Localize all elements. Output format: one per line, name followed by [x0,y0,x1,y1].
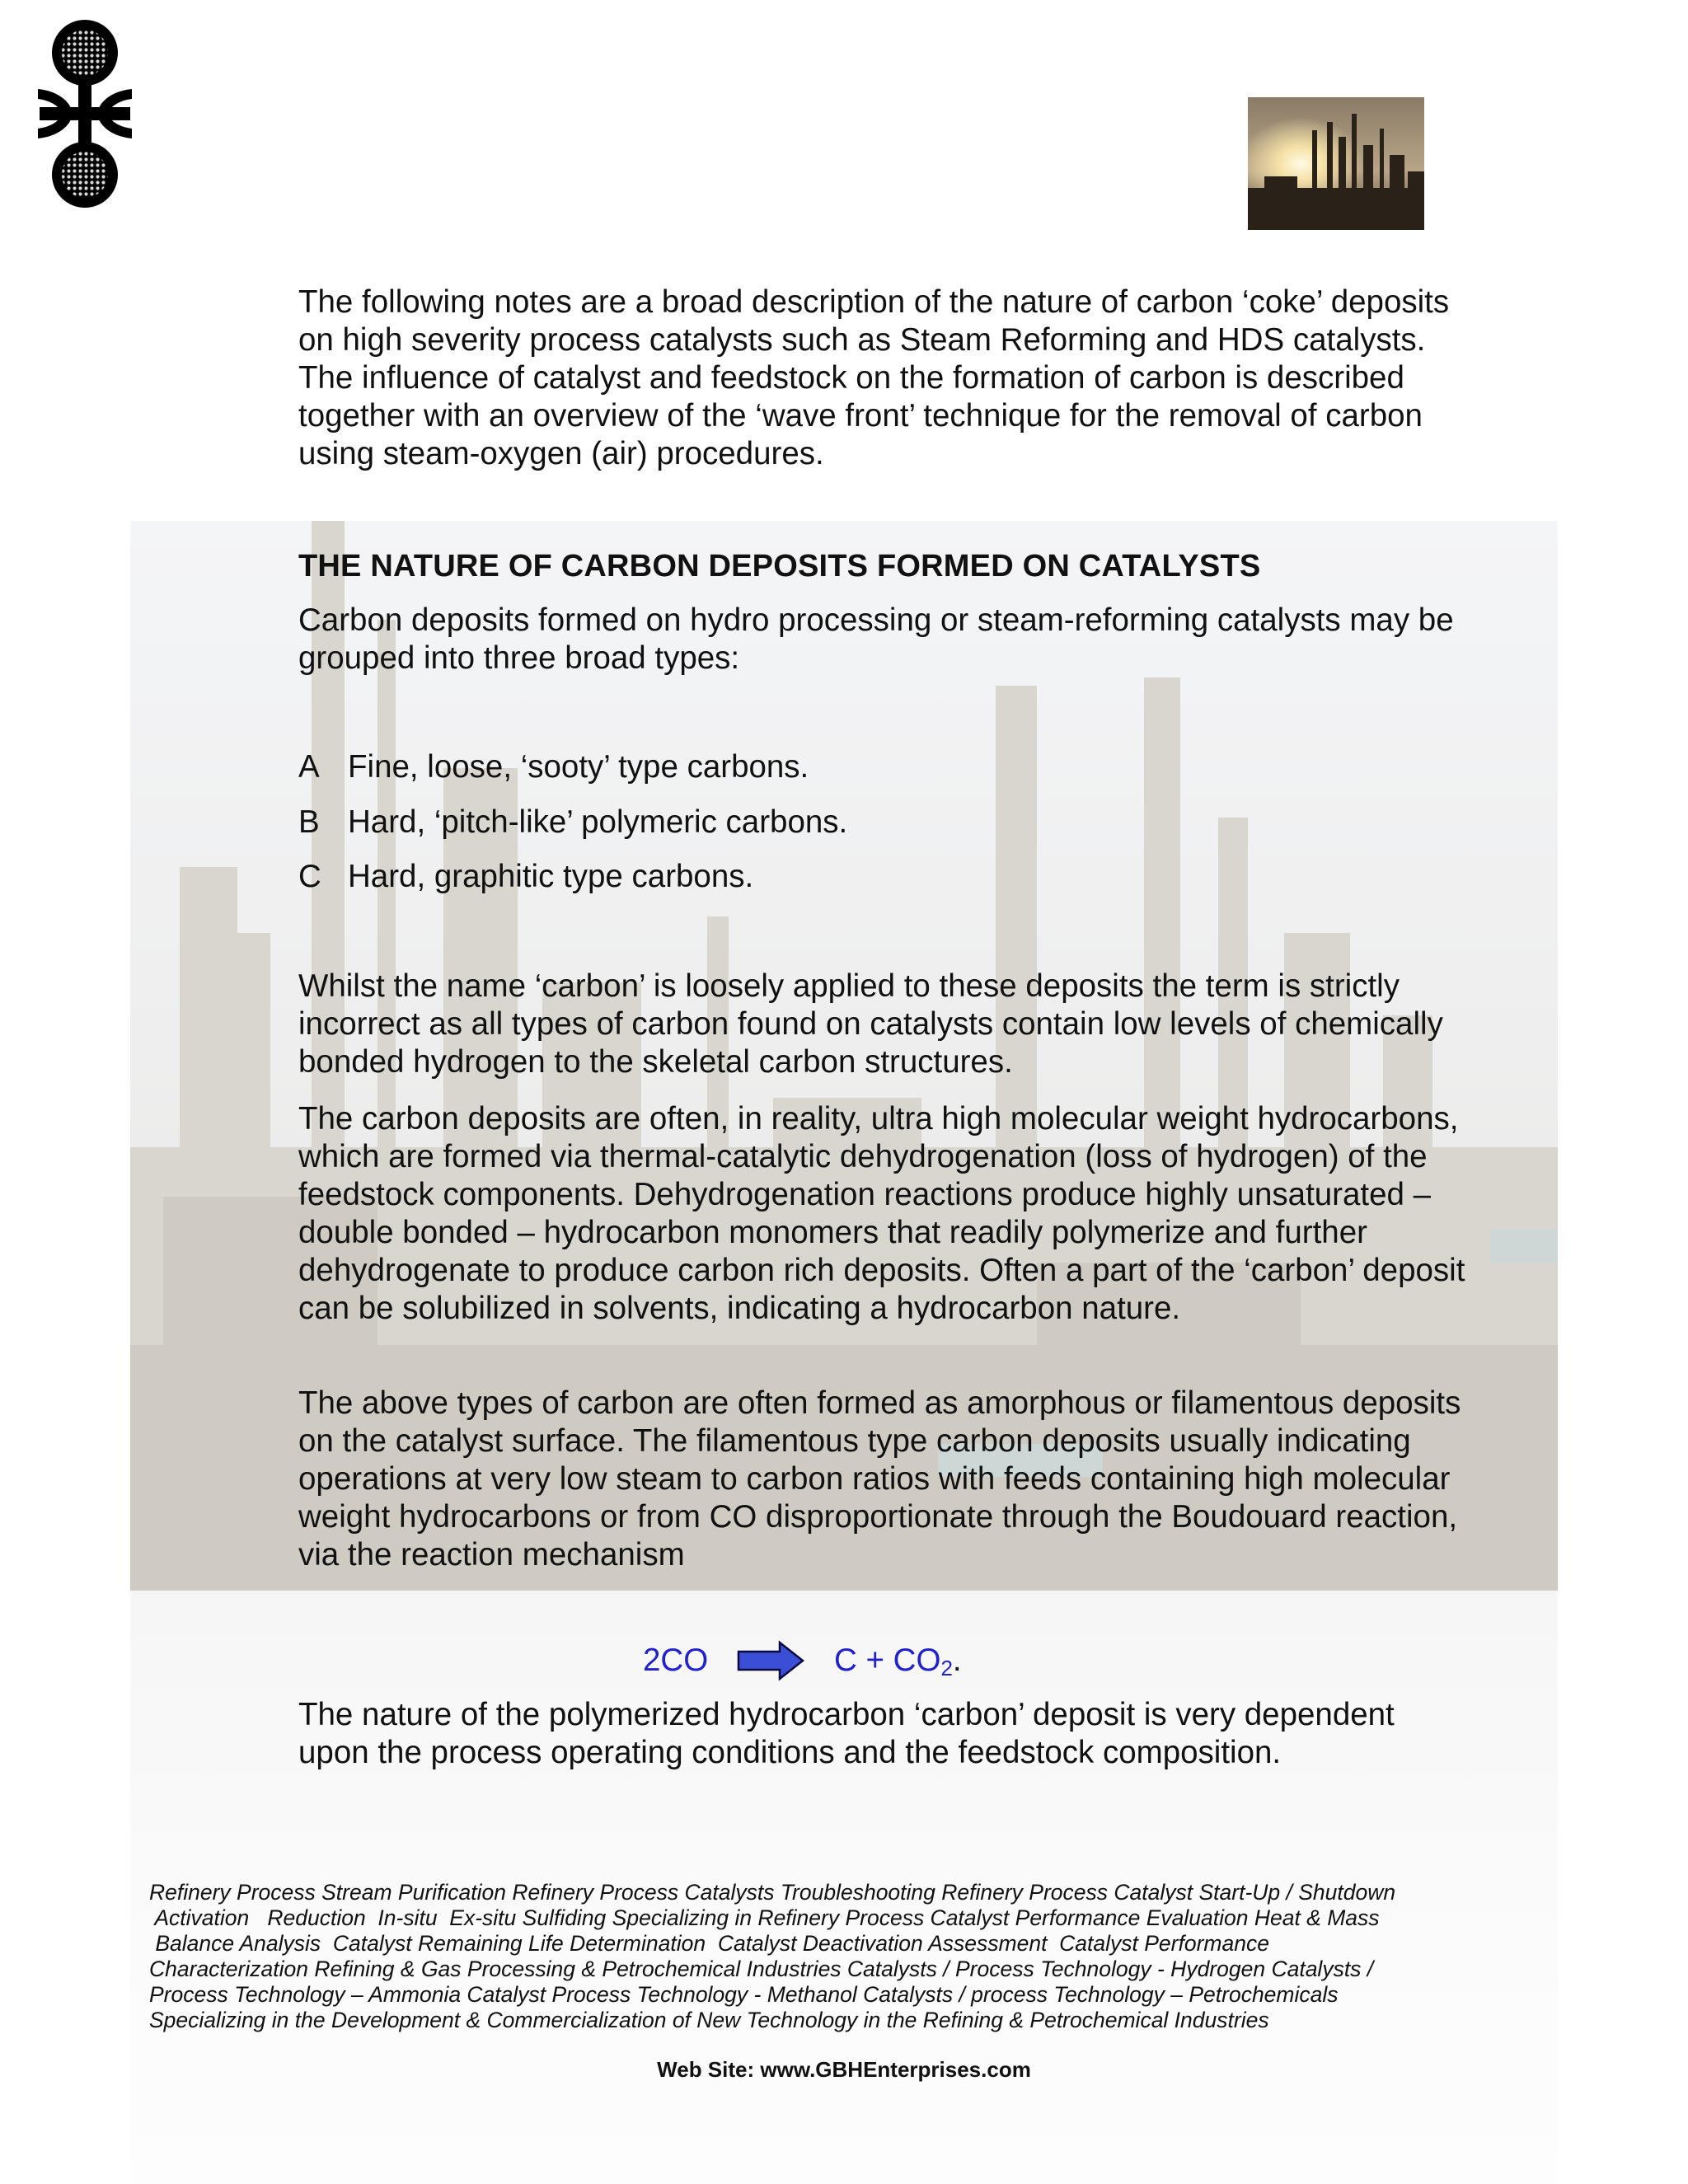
list-item [298,858,753,896]
paragraph-filamentous: The above types of carbon are often formed as amorphous or filamentous deposits on the catalyst surface. The filamentous type carbon deposits usually indicating operations at very low steam to carbon ratios with feeds containing high molecular weight hydrocarbons or from CO disproportionate through the Boudouard reaction, via the reaction mechanism [298,1385,1461,1572]
list-item-text: Fine, loose, ‘sooty’ type carbons. [348,749,809,785]
refinery-sunset-photo [1248,97,1424,230]
right-arrow-icon [737,1640,804,1681]
list-item-text: Hard, graphitic type carbons. [348,859,754,894]
intro-paragraph: The following notes are a broad description of the nature of carbon ‘coke’ deposits on high severity process catalysts such as Steam Reforming and HDS catalysts. The influence of catalyst and feedstock on the formation of carbon is described together with an overview of the ‘wave front’ technique for the removal of carbon using steam-oxygen (air) procedures. [298,284,1450,471]
section-lead-paragraph: Carbon deposits formed on hydro processing or steam-reforming catalysts may be grouped into three broad types: [298,602,1454,676]
footer-line: Characterization Refining & Gas Processing & Petrochemical Industries Catalysts / Process Technology - Hydrogen Catalysts / [149,1957,1374,1981]
paragraph-polymerized: The nature of the polymerized hydrocarbon ‘carbon’ deposit is very dependent upon the process operating conditions and the feedstock composition. [298,1697,1395,1770]
reaction-rhs [834,1642,962,1687]
list-item-text: Hard, ‘pitch-like’ polymeric carbons. [348,804,848,840]
reaction-end: . [952,1643,962,1678]
section-heading: THE NATURE OF CARBON DEPOSITS FORMED ON CATALYSTS [298,549,1261,583]
footer-line: Process Technology – Ammonia Catalyst Process Technology - Methanol Catalysts / process Technology – Petrochemicals [149,1982,1339,2007]
list-item-letter: B [298,804,320,840]
footer-services [149,1880,1435,2033]
paragraph-carbon-term: Whilst the name ‘carbon’ is loosely applied to these deposits the term is strictly incorrect as all types of carbon found on catalysts contain low levels of chemically bonded hydrogen to the skeletal carbon structures. [298,968,1443,1080]
website-link[interactable]: Web Site: www.GBHEnterprises.com [657,2057,1031,2082]
reaction-lhs: 2CO [643,1643,709,1678]
footer-line: Specializing in the Development & Commercialization of New Technology in the Refining & Petrochemical Industries [149,2008,1269,2032]
boudouard-reaction [643,1642,1022,1680]
footer-line: Refinery Process Stream Purification Refinery Process Catalysts Troubleshooting Refinery Process Catalyst Start-Up / Shutdown [149,1880,1396,1905]
paragraph-hydrocarbons: The carbon deposits are often, in reality, ultra high molecular weight hydrocarbons, which are formed via thermal-catalytic dehydrogenation (loss of hydrogen) of the feedstock components. Dehydrogenation reactions produce highly unsaturated – double bonded – hydrocarbon monomers that readily polymerize and further dehydrogenate to produce carbon rich deposits. Often a part of the ‘carbon’ deposit can be solubilized in solvents, indicating a hydrocarbon nature. [298,1101,1465,1326]
gbh-logo-icon [31,18,138,208]
reaction-rhs-text: C + CO [834,1643,941,1678]
list-item [298,748,809,786]
list-item [298,804,847,841]
list-item-letter: C [298,859,321,894]
footer-line: Balance Analysis Catalyst Remaining Life Determination Catalyst Deactivation Assessment Catalyst Performance [149,1931,1269,1956]
footer-line: Activation Reduction In-situ Ex-situ Sulfiding Specializing in Refinery Process Catalyst Performance Evaluation Heat & Mass [149,1905,1380,1930]
reaction-rhs-subscript: 2 [940,1656,953,1680]
list-item-letter: A [298,749,320,785]
